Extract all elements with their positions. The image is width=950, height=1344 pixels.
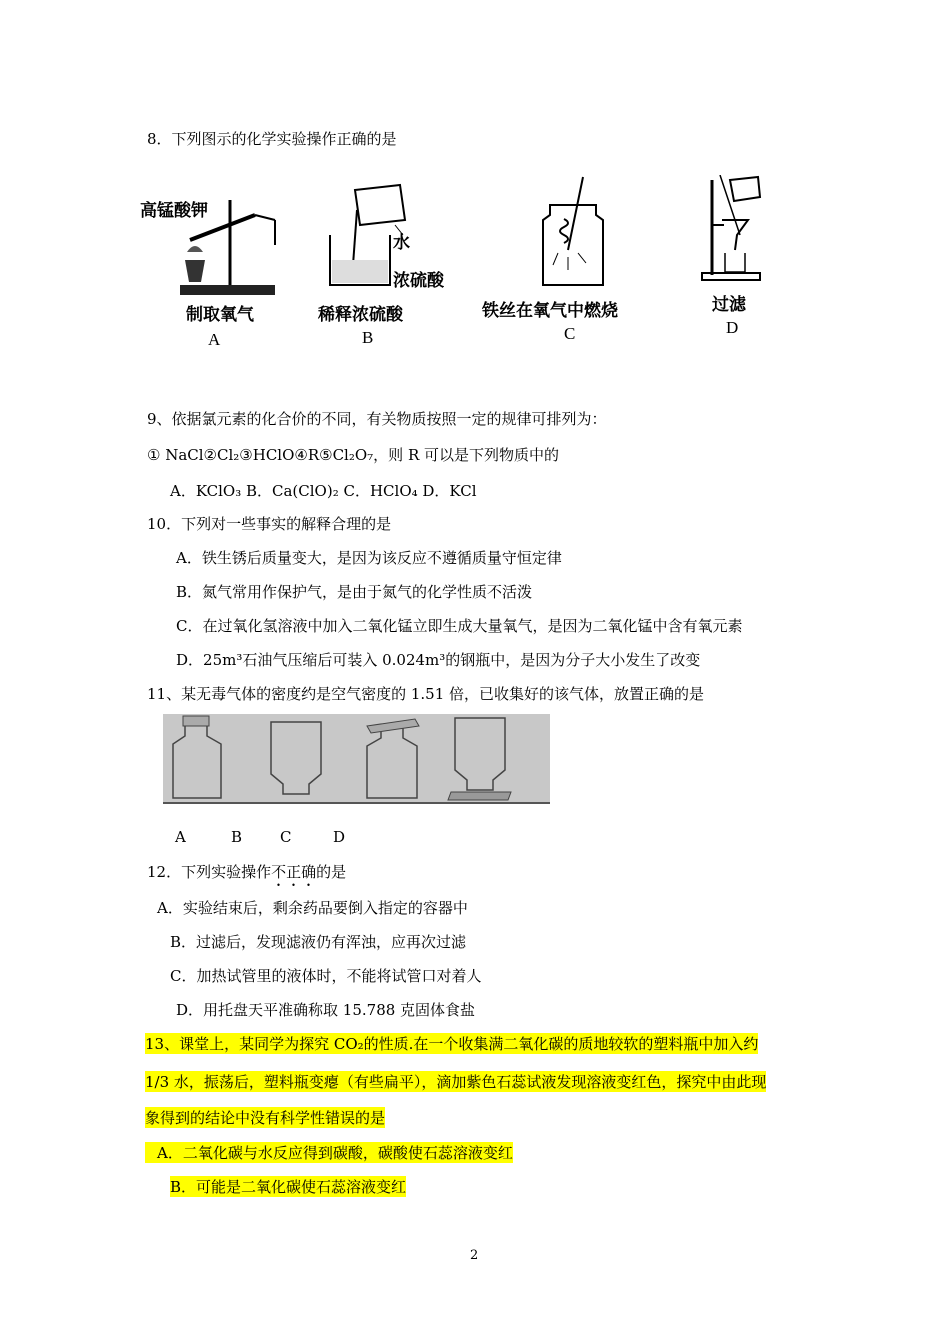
q10-option-b: B．氮气常用作保护气，是由于氮气的化学性质不活泼 [176,583,533,601]
q12-stem-after: 的是 [316,863,347,881]
q11-label-b: B [231,828,243,846]
q11-label-a: A [175,828,186,846]
q13-line-2: 1/3 水，振荡后，塑料瓶变瘪（有些扁平），滴加紫色石蕊试液发现溶液变红色，探究中由此现 [145,1073,767,1091]
q8-figA-letter: A [208,330,221,349]
q12-stem-emphasis: 不正确 [271,863,317,881]
q13-line-3: 象得到的结论中没有科学性错误的是 [145,1109,386,1127]
q12-option-c: C．加热试管里的液体时，不能将试管口对着人 [170,967,482,985]
q9-options: A．KClO₃ B．Ca(ClO)₂ C．HClO₄ D．KCl [170,482,477,500]
q9-sequence: ① NaCl②Cl₂③HClO④R⑤Cl₂O₇，则 R 可以是下列物质中的 [147,446,560,464]
q11-figure [163,714,550,804]
q8-figD-apparatus [700,175,770,285]
q8-figB-letter: B [362,328,374,347]
q12-option-d: D．用托盘天平准确称取 15.788 克固体食盐 [176,1001,476,1019]
q10-option-d: D．25m³石油气压缩后可装入 0.024m³的钢瓶中，是因为分子大小发生了改变 [176,651,701,669]
q8-figC-letter: C [564,324,576,343]
q11-stem: 11、某无毒气体的密度约是空气密度的 1.51 倍，已收集好的该气体，放置正确的是 [147,685,705,703]
q13-option-b: B．可能是二氧化碳使石蕊溶液变红 [170,1178,407,1196]
q9-stem: 9、依据氯元素的化合价的不同，有关物质按照一定的规律可排列为： [147,410,607,428]
q11-label-c: C [280,828,292,846]
q10-option-a: A．铁生锈后质量变大，是因为该反应不遵循质量守恒定律 [176,549,562,567]
q8-figC-caption: 铁丝在氧气中燃烧 [482,301,618,321]
q12-stem [147,861,346,890]
q8-figA-label: 高锰酸钾 [140,201,208,221]
q13-line-1: 13、课堂上，某同学为探究 CO₂的性质.在一个收集满二氧化碳的质地较软的塑料瓶中加入约 [145,1035,759,1053]
q13-option-a: A．二氧化碳与水反应得到碳酸，碳酸使石蕊溶液变红 [145,1142,513,1163]
page-number: 2 [470,1248,479,1263]
q12-option-b: B．过滤后，发现滤液仍有浑浊，应再次过滤 [170,933,467,951]
q8-figD-caption: 过滤 [712,295,746,315]
q8-stem: 8．下列图示的化学实验操作正确的是 [147,130,397,148]
q10-stem: 10．下列对一些事实的解释合理的是 [147,515,392,533]
q8-figB-acid: 浓硫酸 [393,271,444,291]
q10-option-c: C．在过氧化氢溶液中加入二氧化锰立即生成大量氧气，是因为二氧化锰中含有氧元素 [176,617,743,635]
q8-figA-caption: 制取氧气 [186,305,254,325]
q8-figA-apparatus [175,190,285,300]
q12-option-a: A．实验结束后，剩余药品要倒入指定的容器中 [157,899,468,917]
q8-figC-apparatus [538,175,608,290]
q8-figB-caption: 稀释浓硫酸 [318,305,403,325]
q11-label-d: D [333,828,346,846]
q8-figD-letter: D [726,318,739,337]
q11-bottles [163,714,550,802]
q12-stem-before: 12．下列实验操作 [147,863,272,881]
q8-figB-water: 水 [393,233,410,253]
